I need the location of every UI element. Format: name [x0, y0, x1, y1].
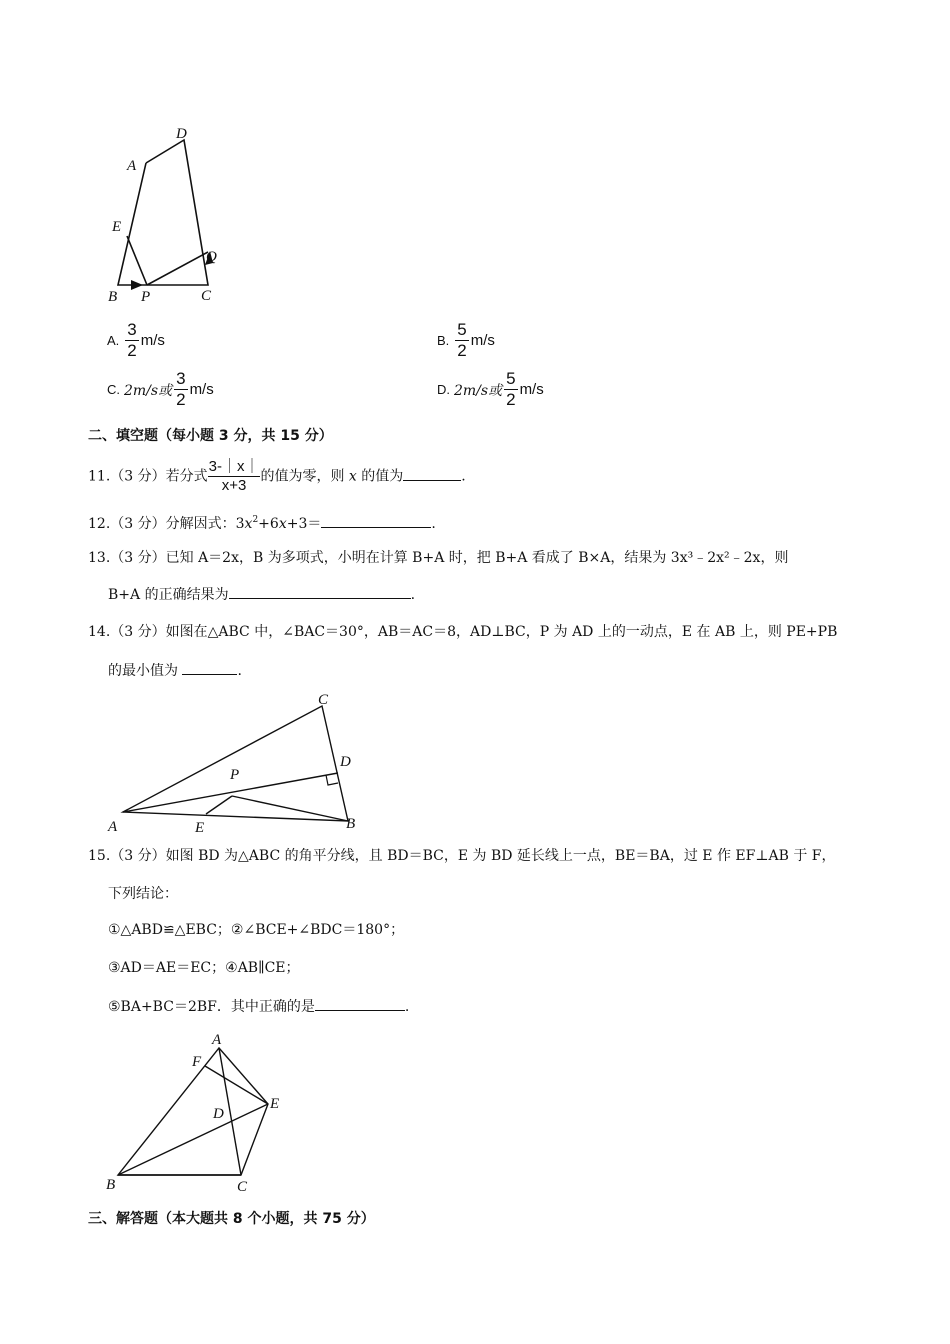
- question-15-line1: 15.（3 分）如图 BD 为△ABC 的角平分线，且 BD＝BC，E 为 BD 延长线上一点，BE＝BA，过 E 作 EF⊥AB 于 F，: [88, 848, 836, 864]
- label-E: E: [270, 1096, 280, 1112]
- answer-blank[interactable]: [321, 513, 431, 528]
- option-letter: C.: [107, 382, 120, 397]
- unit: m/s: [470, 332, 495, 349]
- fraction: $\frac{5}{2}$: [506, 369, 516, 409]
- option-c[interactable]: [107, 369, 214, 410]
- section-3-heading: 三、解答题（本大题共 8 个小题，共 75 分）: [88, 1211, 375, 1227]
- unit: m/s: [140, 332, 165, 349]
- section-2-heading: 二、填空题（每小题 3 分，共 15 分）: [88, 428, 333, 444]
- label-B: B: [346, 816, 356, 832]
- label-D: D: [176, 126, 187, 142]
- unit: m/s: [519, 381, 544, 398]
- label-B: B: [108, 289, 118, 305]
- label-C: C: [318, 692, 329, 708]
- question-15-line5: ⑤BA+BC＝2BF．其中正确的是 .: [108, 996, 409, 1017]
- label-B: B: [106, 1177, 116, 1193]
- question-12: 12.（3 分）分解因式：$3x^2+6x+3=$ .: [88, 515, 436, 532]
- question-13-line1: 13.（3 分）已知 A＝2x，B 为多项式，小明在计算 B+A 时，把 B+A 看成了 B×A，结果为 3x³﹣2x²﹣2x，则: [88, 550, 789, 566]
- question-14-line2: 的最小值为 .: [108, 660, 242, 681]
- option-d[interactable]: [437, 369, 544, 410]
- label-D: D: [213, 1106, 224, 1122]
- question-13-line2: B+A 的正确结果为 .: [108, 584, 415, 605]
- question-14-line1: 14.（3 分）如图在△ABC 中，∠BAC＝30°，AB＝AC＝8，AD⊥BC，P 为 AD 上的一动点，E 在 AB 上，则 PE+PB: [88, 624, 838, 640]
- label-A: A: [108, 819, 118, 835]
- label-F: F: [192, 1054, 202, 1070]
- label-A: A: [127, 158, 137, 174]
- label-C: C: [237, 1179, 248, 1195]
- label-A: A: [212, 1032, 222, 1048]
- label-Q: Q: [206, 249, 217, 265]
- option-letter: A.: [107, 333, 120, 348]
- question-15-line2: 下列结论：: [108, 886, 178, 902]
- option-prefix: 2m/s或: [124, 382, 173, 399]
- answer-blank[interactable]: [315, 996, 405, 1011]
- figure-angle-bisector: [100, 1028, 300, 1198]
- option-a[interactable]: [107, 320, 165, 361]
- answer-blank[interactable]: [182, 660, 237, 675]
- label-P: P: [141, 289, 151, 305]
- fraction: $\frac{3}{2}$: [176, 369, 186, 409]
- fraction: $\frac{3-|x|}{x+3}$: [208, 458, 260, 494]
- unit: m/s: [189, 381, 214, 398]
- option-letter: B.: [437, 333, 450, 348]
- label-E: E: [195, 820, 205, 836]
- question-15-line3: ①△ABD≌△EBC；②∠BCE+∠BDC＝180°；: [108, 922, 405, 938]
- figure-triangle-abc: [100, 688, 370, 838]
- option-letter: D.: [437, 382, 450, 397]
- label-P: P: [230, 767, 240, 783]
- label-E: E: [112, 219, 122, 235]
- label-C: C: [201, 288, 212, 304]
- fraction: $\frac{3}{2}$: [127, 320, 137, 360]
- fraction: $\frac{5}{2}$: [457, 320, 467, 360]
- answer-blank[interactable]: [403, 466, 461, 481]
- question-11: 11.（3 分）若分式 $\frac{3-|x|}{x+3}$ 的值为零，则 x 的值为 .: [88, 458, 466, 494]
- figure-quadrilateral: [100, 118, 240, 308]
- question-15-line4: ③AD＝AE＝EC；④AB∥CE；: [108, 960, 300, 976]
- label-D: D: [340, 754, 351, 770]
- option-prefix: 2m/s或: [454, 382, 503, 399]
- answer-blank[interactable]: [229, 584, 411, 599]
- option-b[interactable]: [437, 320, 495, 361]
